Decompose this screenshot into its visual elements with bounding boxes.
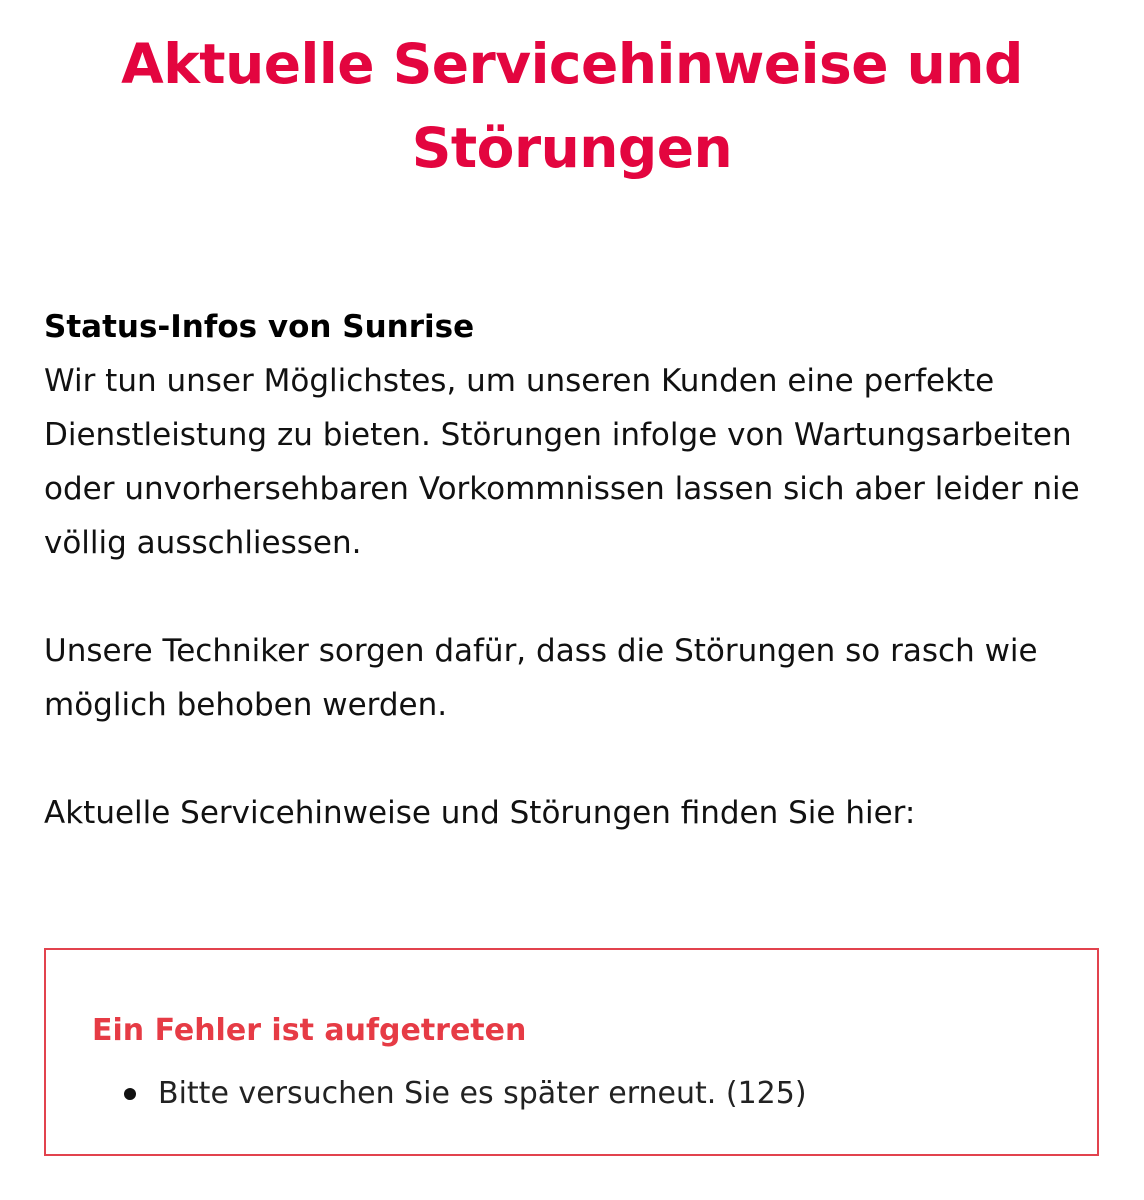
- page-title-line-1: Aktuelle Servicehinweise und: [121, 32, 1023, 96]
- error-message-item: [124, 1074, 807, 1114]
- error-message-text: Bitte versuchen Sie es später erneut. (125): [158, 1076, 807, 1111]
- status-info-heading: Status-Infos von Sunrise: [44, 309, 475, 345]
- error-box: [44, 948, 1099, 1156]
- status-info-paragraph-2: Unsere Techniker sorgen dafür, dass die Störungen so rasch wie möglich behoben werden.: [44, 633, 1038, 723]
- bullet-dot-icon: [124, 1088, 136, 1100]
- status-info-paragraph-1: Wir tun unser Möglichstes, um unseren Kunden eine perfekte Dienstleistung zu bieten. Störungen infolge von Wartungsarbeiten oder unvorhersehbaren Vorkommnissen lassen sich aber leider nie völlig ausschliessen.: [44, 363, 1080, 561]
- status-info-section: [44, 300, 1114, 840]
- error-message-list: [124, 1074, 807, 1114]
- page-title-line-2: Störungen: [411, 116, 733, 180]
- page-title: [0, 22, 1144, 190]
- error-title: Ein Fehler ist aufgetreten: [92, 1013, 527, 1048]
- status-info-paragraph-3: Aktuelle Servicehinweise und Störungen finden Sie hier:: [44, 795, 916, 831]
